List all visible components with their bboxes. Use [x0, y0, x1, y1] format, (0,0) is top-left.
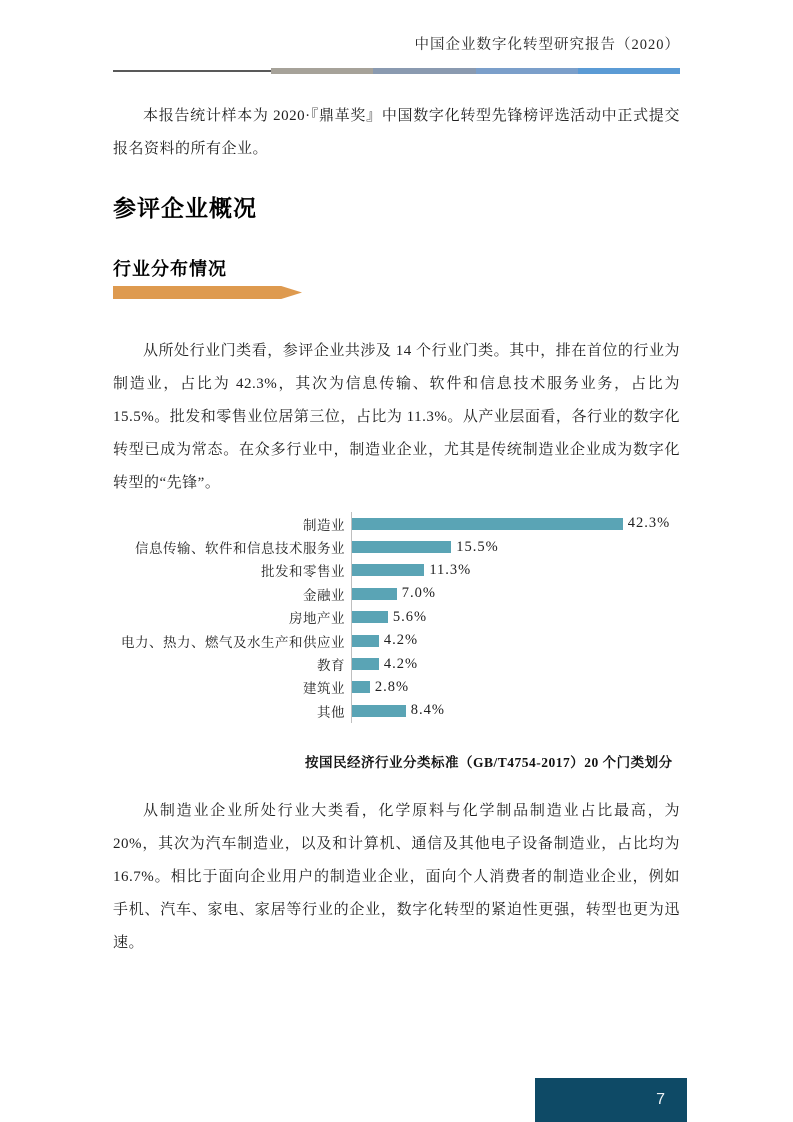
industry-bar-chart: [113, 512, 680, 723]
header-rule: [113, 68, 680, 74]
chart-category-label: 建筑业: [303, 681, 345, 697]
chart-row: [113, 535, 680, 558]
chart-plot-area: [351, 559, 680, 582]
header-rule-segment-bright-blue: [578, 68, 680, 74]
chart-value-label: 11.3%: [429, 561, 472, 578]
chart-category-label: 批发和零售业: [261, 564, 345, 580]
chart-bar: [352, 541, 451, 553]
chart-category-label: 房地产业: [289, 611, 345, 627]
chart-plot-area: [351, 512, 680, 535]
header-title: 中国企业数字化转型研究报告（2020）: [414, 37, 680, 53]
chart-value-label: 2.8%: [374, 678, 410, 695]
header-rule-segment-blue-gray: [373, 68, 475, 74]
chart-row: [113, 699, 680, 722]
chart-bar: [352, 705, 406, 717]
chart-row: [113, 512, 680, 535]
chart-row: [113, 652, 680, 675]
chart-plot-area: [351, 699, 680, 722]
chart-plot-area: [351, 629, 680, 652]
chart-category-label: 其他: [317, 704, 345, 720]
chart-bar: [352, 564, 424, 576]
chart-bar: [352, 635, 379, 647]
chart-value-label: 8.4%: [410, 702, 445, 719]
section-title: 参评企业概况: [113, 195, 257, 221]
header-rule-segment-gray: [271, 68, 373, 74]
header-rule-line: [113, 70, 271, 72]
page-number: 7: [656, 1091, 665, 1108]
chart-row: [113, 676, 680, 699]
chart-row: [113, 582, 680, 605]
chart-row: [113, 559, 680, 582]
subsection-title: 行业分布情况: [113, 259, 227, 279]
chart-row: [113, 629, 680, 652]
chart-value-label: 4.2%: [383, 655, 419, 672]
chart-plot-area: [351, 582, 680, 605]
chart-bar: [352, 658, 379, 670]
chart-bar: [352, 588, 397, 600]
chart-plot-area: [351, 652, 680, 675]
chart-bar: [352, 681, 370, 693]
chart-category-label: 金融业: [303, 587, 345, 603]
chart-bar: [352, 518, 623, 530]
chart-row: [113, 606, 680, 629]
chart-plot-area: [351, 676, 680, 699]
industry-paragraph: 从所处行业门类看，参评企业共涉及 14 个行业门类。其中，排在首位的行业为制造业，占比为 42.3%，其次为信息传输、软件和信息技术服务业务，占比为 15.5%。批发和零售业位居第三位，占比为 11.3%。从产业层面看，各行业的数字化转型已成为常态。在众多行业中，制造业企业，尤其是传统制造业企业成为数字化转型的“先锋”。: [113, 343, 680, 491]
intro-paragraph: 本报告统计样本为 2020·『鼎革奖』中国数字化转型先锋榜评选活动中正式提交报名资料的所有企业。: [113, 108, 680, 157]
chart-category-label: 教育: [317, 658, 345, 674]
chart-value-label: 5.6%: [392, 608, 428, 625]
manufacturing-paragraph: 从制造业企业所处行业大类看，化学原料与化学制品制造业占比最高，为20%，其次为汽车制造业，以及和计算机、通信及其他电子设备制造业，占比均为 16.7%。相比于面向企业用户的制造业企业，面向个人消费者的制造业企业，例如手机、汽车、家电、家居等行业的企业，数字化转型的紧迫性更强，转型也更为迅速。: [113, 802, 680, 951]
chart-bar: [352, 611, 388, 623]
page-footer: [535, 1078, 687, 1122]
chart-plot-area: [351, 535, 680, 558]
header-rule-segment-mid-blue: [476, 68, 578, 74]
chart-value-label: 42.3%: [627, 515, 671, 532]
chart-caption: 按国民经济行业分类标准（GB/T4754-2017）20 个门类划分: [305, 754, 673, 770]
chart-category-label: 电力、热力、燃气及水生产和供应业: [121, 634, 345, 650]
chart-value-label: 4.2%: [383, 632, 419, 649]
chart-value-label: 7.0%: [401, 585, 437, 602]
chart-category-label: 信息传输、软件和信息技术服务业: [135, 541, 345, 557]
chart-category-label: 制造业: [303, 517, 345, 533]
subsection-arrow: [113, 286, 302, 299]
chart-value-label: 15.5%: [456, 538, 499, 555]
chart-plot-area: [351, 606, 680, 629]
